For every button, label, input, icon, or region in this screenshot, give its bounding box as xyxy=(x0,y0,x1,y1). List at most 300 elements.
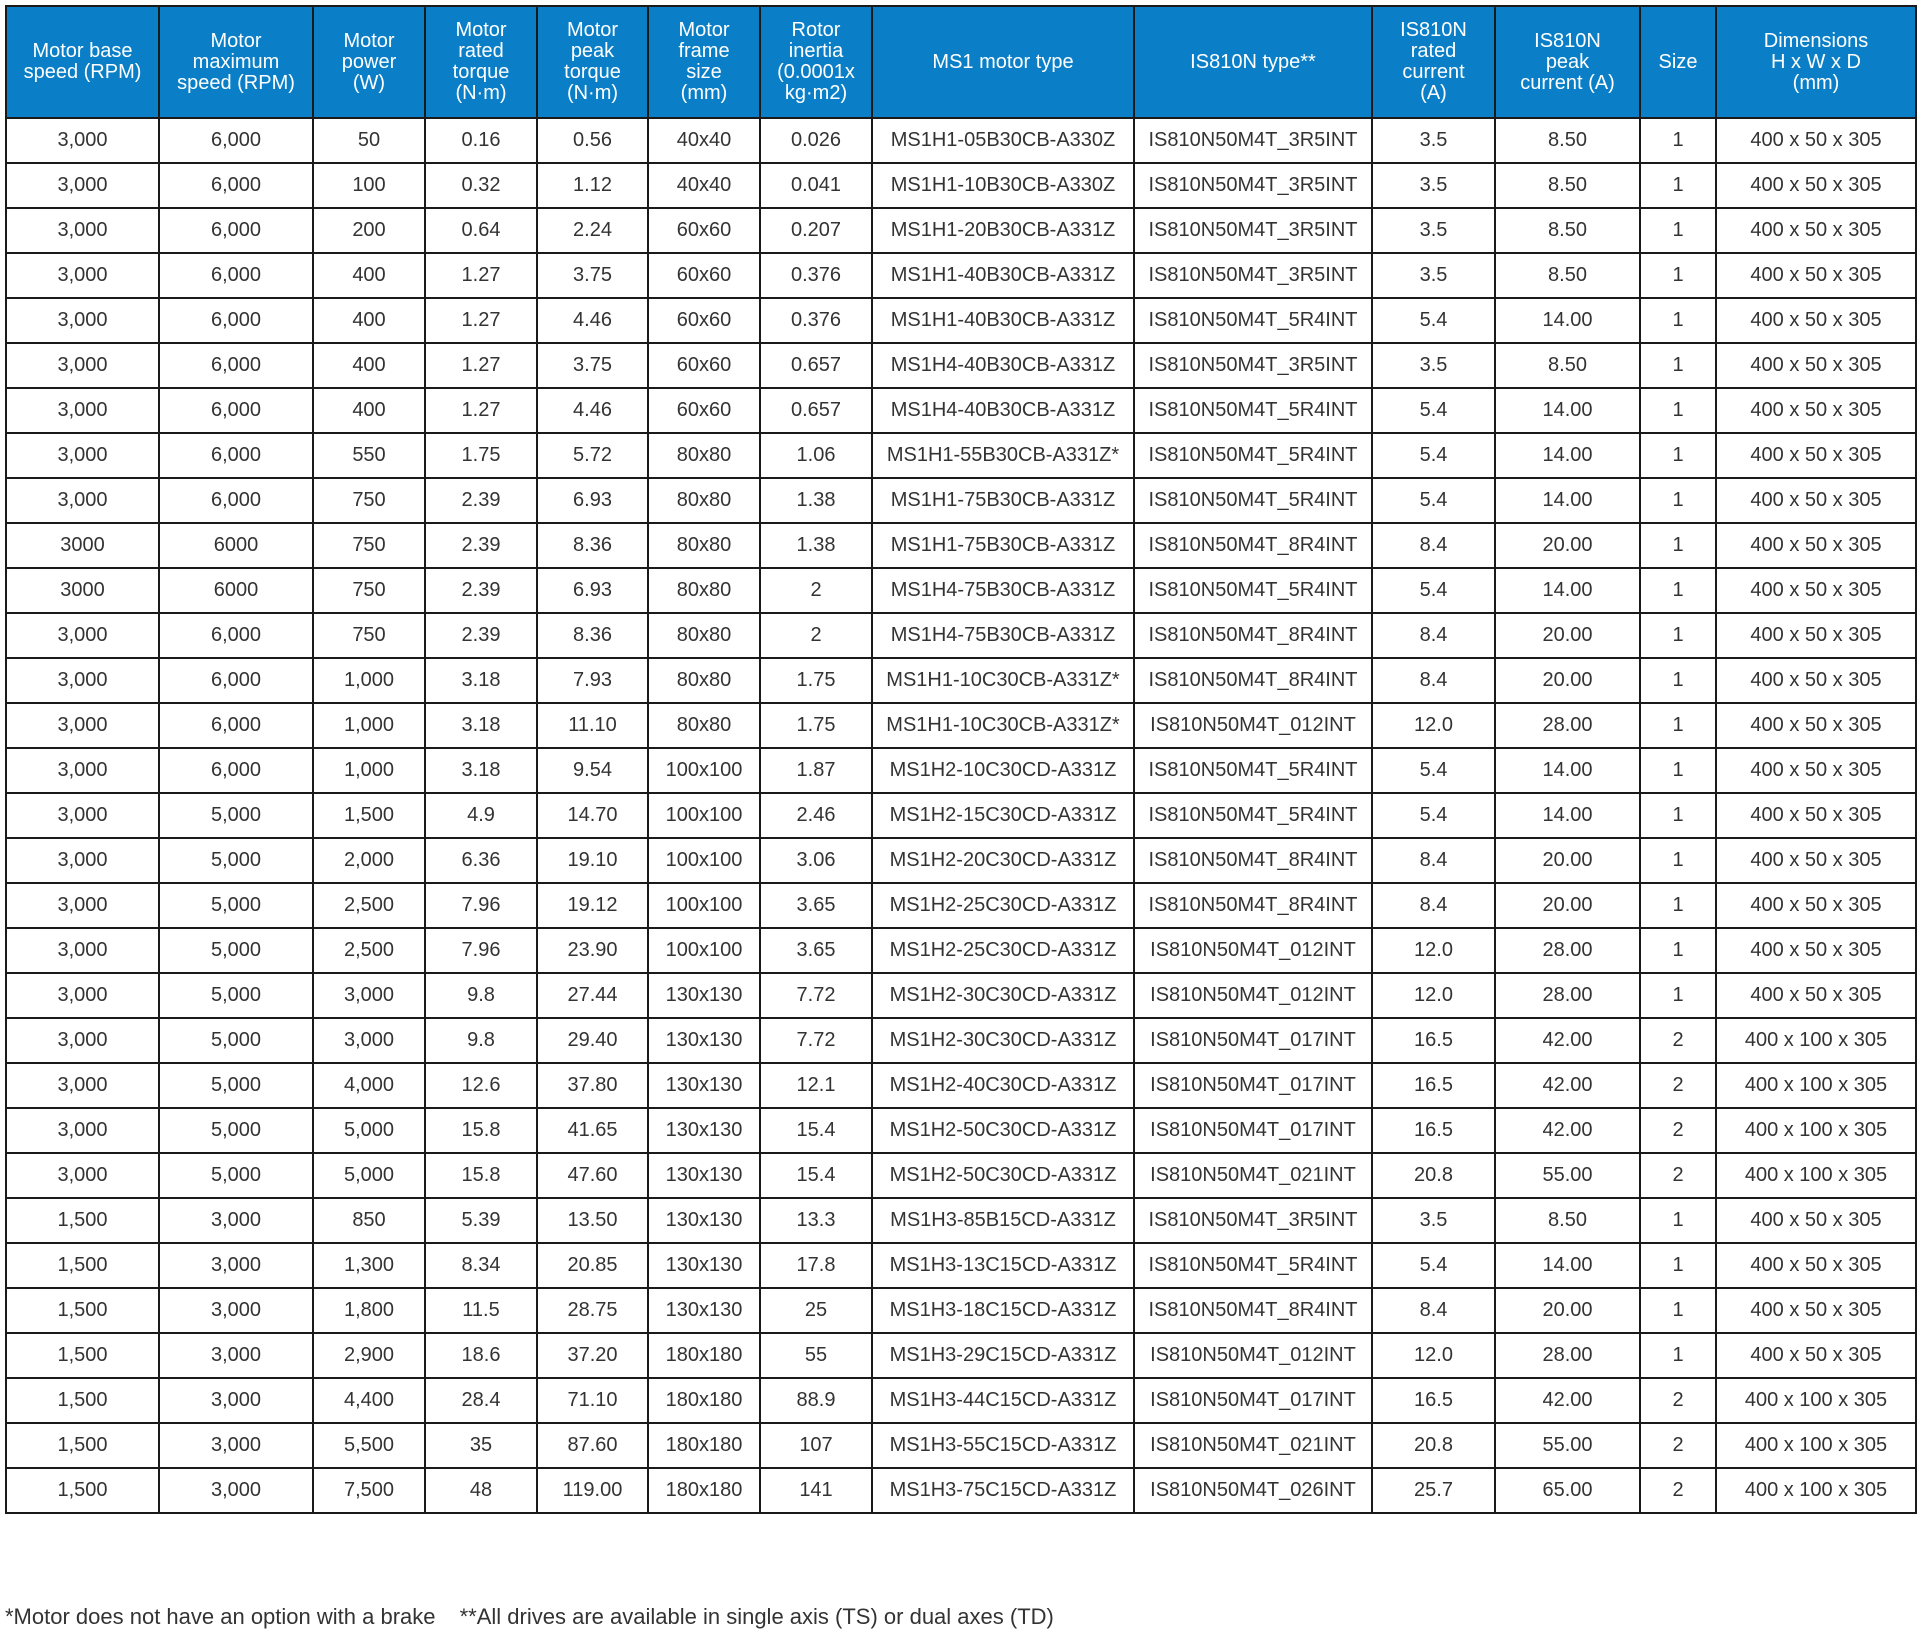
table-row xyxy=(6,613,1916,658)
cell-peak-current: 14.00 xyxy=(1495,748,1640,793)
cell-motor-type: MS1H2-15C30CD-A331Z xyxy=(872,793,1134,838)
cell-dimensions: 400 x 50 x 305 xyxy=(1716,793,1916,838)
cell-base-speed: 3,000 xyxy=(6,883,159,928)
table-row xyxy=(6,478,1916,523)
cell-drive-type: IS810N50M4T_5R4INT xyxy=(1134,1243,1372,1288)
cell-rotor-inertia: 15.4 xyxy=(760,1108,872,1153)
cell-size: 1 xyxy=(1640,208,1716,253)
cell-rated-current: 5.4 xyxy=(1372,568,1495,613)
table-row xyxy=(6,1198,1916,1243)
cell-peak-current: 20.00 xyxy=(1495,883,1640,928)
cell-peak-torque: 5.72 xyxy=(537,433,648,478)
cell-power: 750 xyxy=(313,478,425,523)
cell-rated-torque: 0.64 xyxy=(425,208,537,253)
cell-max-speed: 6000 xyxy=(159,523,313,568)
table-row xyxy=(6,1288,1916,1333)
cell-dimensions: 400 x 50 x 305 xyxy=(1716,613,1916,658)
cell-base-speed: 1,500 xyxy=(6,1333,159,1378)
cell-frame-size: 100x100 xyxy=(648,928,760,973)
cell-peak-torque: 7.93 xyxy=(537,658,648,703)
cell-rotor-inertia: 141 xyxy=(760,1468,872,1513)
cell-frame-size: 80x80 xyxy=(648,433,760,478)
cell-power: 750 xyxy=(313,523,425,568)
cell-peak-current: 20.00 xyxy=(1495,613,1640,658)
cell-peak-current: 20.00 xyxy=(1495,1288,1640,1333)
table-row xyxy=(6,1153,1916,1198)
cell-base-speed: 1,500 xyxy=(6,1243,159,1288)
cell-dimensions: 400 x 50 x 305 xyxy=(1716,928,1916,973)
cell-rated-torque: 1.75 xyxy=(425,433,537,478)
spec-table-container xyxy=(5,5,1915,1514)
cell-power: 1,000 xyxy=(313,658,425,703)
cell-max-speed: 6,000 xyxy=(159,298,313,343)
cell-power: 5,000 xyxy=(313,1108,425,1153)
cell-dimensions: 400 x 100 x 305 xyxy=(1716,1378,1916,1423)
cell-peak-current: 8.50 xyxy=(1495,1198,1640,1243)
cell-rotor-inertia: 1.75 xyxy=(760,703,872,748)
cell-size: 1 xyxy=(1640,1243,1716,1288)
cell-max-speed: 5,000 xyxy=(159,1018,313,1063)
cell-rated-current: 5.4 xyxy=(1372,298,1495,343)
cell-motor-type: MS1H2-20C30CD-A331Z xyxy=(872,838,1134,883)
cell-drive-type: IS810N50M4T_021INT xyxy=(1134,1423,1372,1468)
cell-rated-current: 8.4 xyxy=(1372,523,1495,568)
cell-motor-type: MS1H2-50C30CD-A331Z xyxy=(872,1153,1134,1198)
cell-peak-torque: 87.60 xyxy=(537,1423,648,1468)
cell-peak-torque: 9.54 xyxy=(537,748,648,793)
cell-drive-type: IS810N50M4T_8R4INT xyxy=(1134,613,1372,658)
cell-max-speed: 5,000 xyxy=(159,973,313,1018)
cell-motor-type: MS1H1-20B30CB-A331Z xyxy=(872,208,1134,253)
cell-frame-size: 60x60 xyxy=(648,298,760,343)
cell-drive-type: IS810N50M4T_5R4INT xyxy=(1134,298,1372,343)
cell-rated-torque: 1.27 xyxy=(425,388,537,433)
cell-size: 1 xyxy=(1640,793,1716,838)
table-row xyxy=(6,838,1916,883)
cell-peak-torque: 27.44 xyxy=(537,973,648,1018)
cell-peak-torque: 1.12 xyxy=(537,163,648,208)
cell-dimensions: 400 x 50 x 305 xyxy=(1716,343,1916,388)
cell-rotor-inertia: 1.38 xyxy=(760,523,872,568)
cell-rated-torque: 7.96 xyxy=(425,928,537,973)
cell-max-speed: 6,000 xyxy=(159,253,313,298)
cell-rated-torque: 2.39 xyxy=(425,613,537,658)
cell-frame-size: 80x80 xyxy=(648,613,760,658)
cell-rated-current: 5.4 xyxy=(1372,793,1495,838)
cell-rated-current: 12.0 xyxy=(1372,928,1495,973)
cell-dimensions: 400 x 50 x 305 xyxy=(1716,658,1916,703)
cell-max-speed: 5,000 xyxy=(159,928,313,973)
cell-size: 2 xyxy=(1640,1423,1716,1468)
cell-base-speed: 3,000 xyxy=(6,838,159,883)
cell-base-speed: 3,000 xyxy=(6,1018,159,1063)
cell-rated-current: 3.5 xyxy=(1372,343,1495,388)
header-rotor-inertia: Rotor inertia (0.0001x kg·m2) xyxy=(760,6,872,118)
cell-rotor-inertia: 2 xyxy=(760,613,872,658)
cell-rotor-inertia: 15.4 xyxy=(760,1153,872,1198)
cell-frame-size: 130x130 xyxy=(648,1243,760,1288)
cell-rated-torque: 3.18 xyxy=(425,658,537,703)
cell-max-speed: 3,000 xyxy=(159,1198,313,1243)
cell-power: 1,000 xyxy=(313,748,425,793)
cell-rated-torque: 4.9 xyxy=(425,793,537,838)
cell-peak-current: 20.00 xyxy=(1495,658,1640,703)
cell-rated-current: 5.4 xyxy=(1372,1243,1495,1288)
cell-rotor-inertia: 2.46 xyxy=(760,793,872,838)
cell-rated-current: 12.0 xyxy=(1372,1333,1495,1378)
table-row xyxy=(6,298,1916,343)
cell-power: 4,400 xyxy=(313,1378,425,1423)
cell-rated-torque: 28.4 xyxy=(425,1378,537,1423)
cell-motor-type: MS1H4-75B30CB-A331Z xyxy=(872,568,1134,613)
table-row xyxy=(6,163,1916,208)
cell-rated-torque: 2.39 xyxy=(425,478,537,523)
header-motor-frame-size: Motor frame size (mm) xyxy=(648,6,760,118)
cell-base-speed: 3,000 xyxy=(6,658,159,703)
cell-power: 400 xyxy=(313,253,425,298)
cell-base-speed: 3,000 xyxy=(6,928,159,973)
cell-motor-type: MS1H1-55B30CB-A331Z* xyxy=(872,433,1134,478)
cell-power: 550 xyxy=(313,433,425,478)
cell-power: 5,000 xyxy=(313,1153,425,1198)
cell-max-speed: 5,000 xyxy=(159,838,313,883)
cell-rated-torque: 15.8 xyxy=(425,1153,537,1198)
cell-rated-current: 8.4 xyxy=(1372,883,1495,928)
cell-rated-torque: 2.39 xyxy=(425,523,537,568)
cell-dimensions: 400 x 50 x 305 xyxy=(1716,703,1916,748)
cell-rated-torque: 9.8 xyxy=(425,1018,537,1063)
cell-frame-size: 130x130 xyxy=(648,1063,760,1108)
cell-base-speed: 3,000 xyxy=(6,253,159,298)
cell-size: 1 xyxy=(1640,1288,1716,1333)
cell-dimensions: 400 x 50 x 305 xyxy=(1716,253,1916,298)
cell-frame-size: 60x60 xyxy=(648,388,760,433)
cell-peak-torque: 37.80 xyxy=(537,1063,648,1108)
cell-base-speed: 3,000 xyxy=(6,388,159,433)
cell-frame-size: 60x60 xyxy=(648,343,760,388)
cell-rotor-inertia: 0.207 xyxy=(760,208,872,253)
cell-base-speed: 1,500 xyxy=(6,1198,159,1243)
cell-peak-current: 20.00 xyxy=(1495,523,1640,568)
cell-drive-type: IS810N50M4T_3R5INT xyxy=(1134,163,1372,208)
cell-rotor-inertia: 1.06 xyxy=(760,433,872,478)
cell-peak-torque: 47.60 xyxy=(537,1153,648,1198)
cell-power: 4,000 xyxy=(313,1063,425,1108)
cell-size: 1 xyxy=(1640,433,1716,478)
cell-size: 1 xyxy=(1640,523,1716,568)
cell-dimensions: 400 x 100 x 305 xyxy=(1716,1108,1916,1153)
cell-power: 400 xyxy=(313,343,425,388)
cell-size: 1 xyxy=(1640,883,1716,928)
cell-base-speed: 3,000 xyxy=(6,118,159,163)
cell-power: 400 xyxy=(313,298,425,343)
cell-max-speed: 6,000 xyxy=(159,163,313,208)
cell-max-speed: 5,000 xyxy=(159,1063,313,1108)
cell-rotor-inertia: 55 xyxy=(760,1333,872,1378)
cell-motor-type: MS1H2-40C30CD-A331Z xyxy=(872,1063,1134,1108)
cell-rated-torque: 12.6 xyxy=(425,1063,537,1108)
cell-motor-type: MS1H2-25C30CD-A331Z xyxy=(872,928,1134,973)
cell-motor-type: MS1H1-10C30CB-A331Z* xyxy=(872,658,1134,703)
cell-size: 1 xyxy=(1640,703,1716,748)
cell-frame-size: 130x130 xyxy=(648,1018,760,1063)
cell-max-speed: 5,000 xyxy=(159,793,313,838)
cell-dimensions: 400 x 50 x 305 xyxy=(1716,208,1916,253)
cell-drive-type: IS810N50M4T_5R4INT xyxy=(1134,388,1372,433)
cell-motor-type: MS1H3-29C15CD-A331Z xyxy=(872,1333,1134,1378)
cell-rotor-inertia: 7.72 xyxy=(760,973,872,1018)
cell-base-speed: 3,000 xyxy=(6,298,159,343)
cell-peak-current: 42.00 xyxy=(1495,1018,1640,1063)
cell-rated-current: 3.5 xyxy=(1372,253,1495,298)
cell-rotor-inertia: 2 xyxy=(760,568,872,613)
cell-max-speed: 3,000 xyxy=(159,1378,313,1423)
cell-rotor-inertia: 25 xyxy=(760,1288,872,1333)
cell-max-speed: 3,000 xyxy=(159,1243,313,1288)
cell-peak-torque: 19.10 xyxy=(537,838,648,883)
cell-peak-torque: 3.75 xyxy=(537,253,648,298)
cell-size: 2 xyxy=(1640,1378,1716,1423)
header-is810n-peak-current: IS810N peak current (A) xyxy=(1495,6,1640,118)
cell-drive-type: IS810N50M4T_012INT xyxy=(1134,1333,1372,1378)
cell-size: 2 xyxy=(1640,1153,1716,1198)
cell-size: 1 xyxy=(1640,478,1716,523)
cell-size: 2 xyxy=(1640,1468,1716,1513)
cell-rated-current: 3.5 xyxy=(1372,118,1495,163)
cell-rated-torque: 9.8 xyxy=(425,973,537,1018)
cell-frame-size: 180x180 xyxy=(648,1468,760,1513)
cell-power: 750 xyxy=(313,568,425,613)
table-row xyxy=(6,658,1916,703)
cell-peak-torque: 4.46 xyxy=(537,298,648,343)
cell-frame-size: 180x180 xyxy=(648,1378,760,1423)
table-row xyxy=(6,973,1916,1018)
cell-peak-current: 28.00 xyxy=(1495,1333,1640,1378)
cell-base-speed: 3,000 xyxy=(6,613,159,658)
cell-drive-type: IS810N50M4T_3R5INT xyxy=(1134,1198,1372,1243)
cell-rated-torque: 1.27 xyxy=(425,298,537,343)
cell-power: 3,000 xyxy=(313,1018,425,1063)
cell-base-speed: 3,000 xyxy=(6,703,159,748)
cell-rotor-inertia: 0.026 xyxy=(760,118,872,163)
cell-dimensions: 400 x 50 x 305 xyxy=(1716,478,1916,523)
header-motor-rated-torque: Motor rated torque (N·m) xyxy=(425,6,537,118)
cell-max-speed: 6,000 xyxy=(159,478,313,523)
table-body xyxy=(6,118,1916,1513)
cell-drive-type: IS810N50M4T_026INT xyxy=(1134,1468,1372,1513)
cell-rated-current: 8.4 xyxy=(1372,1288,1495,1333)
table-row xyxy=(6,1468,1916,1513)
cell-rated-torque: 8.34 xyxy=(425,1243,537,1288)
cell-power: 750 xyxy=(313,613,425,658)
table-row xyxy=(6,433,1916,478)
cell-frame-size: 180x180 xyxy=(648,1333,760,1378)
cell-rated-torque: 35 xyxy=(425,1423,537,1468)
cell-dimensions: 400 x 50 x 305 xyxy=(1716,883,1916,928)
cell-drive-type: IS810N50M4T_017INT xyxy=(1134,1378,1372,1423)
cell-rotor-inertia: 0.041 xyxy=(760,163,872,208)
cell-dimensions: 400 x 50 x 305 xyxy=(1716,973,1916,1018)
cell-rated-torque: 0.32 xyxy=(425,163,537,208)
cell-rated-current: 5.4 xyxy=(1372,478,1495,523)
table-row xyxy=(6,1018,1916,1063)
cell-size: 1 xyxy=(1640,253,1716,298)
table-row xyxy=(6,1333,1916,1378)
cell-peak-torque: 11.10 xyxy=(537,703,648,748)
cell-base-speed: 3,000 xyxy=(6,793,159,838)
cell-peak-current: 55.00 xyxy=(1495,1423,1640,1468)
cell-drive-type: IS810N50M4T_8R4INT xyxy=(1134,1288,1372,1333)
table-row xyxy=(6,703,1916,748)
cell-size: 1 xyxy=(1640,658,1716,703)
cell-rated-current: 20.8 xyxy=(1372,1153,1495,1198)
brake-footnote: *Motor does not have an option with a brake xyxy=(5,1604,436,1629)
cell-peak-current: 8.50 xyxy=(1495,118,1640,163)
cell-max-speed: 6,000 xyxy=(159,613,313,658)
cell-rotor-inertia: 1.38 xyxy=(760,478,872,523)
table-row xyxy=(6,1423,1916,1468)
cell-base-speed: 1,500 xyxy=(6,1378,159,1423)
cell-dimensions: 400 x 50 x 305 xyxy=(1716,388,1916,433)
cell-peak-current: 14.00 xyxy=(1495,568,1640,613)
cell-peak-torque: 0.56 xyxy=(537,118,648,163)
cell-base-speed: 3,000 xyxy=(6,1063,159,1108)
cell-dimensions: 400 x 50 x 305 xyxy=(1716,748,1916,793)
cell-size: 2 xyxy=(1640,1108,1716,1153)
cell-base-speed: 1,500 xyxy=(6,1468,159,1513)
cell-motor-type: MS1H2-30C30CD-A331Z xyxy=(872,973,1134,1018)
cell-max-speed: 6,000 xyxy=(159,118,313,163)
cell-motor-type: MS1H3-55C15CD-A331Z xyxy=(872,1423,1134,1468)
cell-rated-torque: 2.39 xyxy=(425,568,537,613)
cell-size: 1 xyxy=(1640,928,1716,973)
cell-power: 2,000 xyxy=(313,838,425,883)
cell-peak-torque: 71.10 xyxy=(537,1378,648,1423)
table-row xyxy=(6,388,1916,433)
cell-peak-current: 20.00 xyxy=(1495,838,1640,883)
cell-drive-type: IS810N50M4T_5R4INT xyxy=(1134,568,1372,613)
cell-size: 1 xyxy=(1640,343,1716,388)
cell-rated-torque: 5.39 xyxy=(425,1198,537,1243)
cell-frame-size: 40x40 xyxy=(648,118,760,163)
cell-peak-current: 28.00 xyxy=(1495,973,1640,1018)
cell-size: 1 xyxy=(1640,1333,1716,1378)
cell-power: 3,000 xyxy=(313,973,425,1018)
cell-max-speed: 6,000 xyxy=(159,433,313,478)
cell-peak-current: 28.00 xyxy=(1495,928,1640,973)
header-dimensions: Dimensions H x W x D (mm) xyxy=(1716,6,1916,118)
cell-peak-torque: 41.65 xyxy=(537,1108,648,1153)
cell-max-speed: 6,000 xyxy=(159,388,313,433)
cell-motor-type: MS1H1-40B30CB-A331Z xyxy=(872,253,1134,298)
cell-rated-current: 3.5 xyxy=(1372,163,1495,208)
cell-rated-torque: 7.96 xyxy=(425,883,537,928)
header-ms1-motor-type: MS1 motor type xyxy=(872,6,1134,118)
cell-peak-torque: 37.20 xyxy=(537,1333,648,1378)
cell-drive-type: IS810N50M4T_8R4INT xyxy=(1134,658,1372,703)
header-size: Size xyxy=(1640,6,1716,118)
cell-base-speed: 3,000 xyxy=(6,163,159,208)
cell-power: 1,800 xyxy=(313,1288,425,1333)
footnotes xyxy=(5,1604,1054,1630)
cell-peak-current: 65.00 xyxy=(1495,1468,1640,1513)
cell-frame-size: 130x130 xyxy=(648,973,760,1018)
cell-rated-current: 3.5 xyxy=(1372,208,1495,253)
cell-drive-type: IS810N50M4T_017INT xyxy=(1134,1018,1372,1063)
cell-rotor-inertia: 107 xyxy=(760,1423,872,1468)
cell-motor-type: MS1H1-05B30CB-A330Z xyxy=(872,118,1134,163)
cell-size: 1 xyxy=(1640,118,1716,163)
cell-max-speed: 6,000 xyxy=(159,658,313,703)
cell-motor-type: MS1H3-13C15CD-A331Z xyxy=(872,1243,1134,1288)
cell-rotor-inertia: 0.376 xyxy=(760,253,872,298)
cell-rotor-inertia: 0.376 xyxy=(760,298,872,343)
cell-peak-torque: 14.70 xyxy=(537,793,648,838)
table-row xyxy=(6,1108,1916,1153)
table-row xyxy=(6,118,1916,163)
cell-power: 2,900 xyxy=(313,1333,425,1378)
cell-dimensions: 400 x 100 x 305 xyxy=(1716,1018,1916,1063)
cell-peak-current: 14.00 xyxy=(1495,388,1640,433)
cell-rated-current: 20.8 xyxy=(1372,1423,1495,1468)
cell-rated-current: 16.5 xyxy=(1372,1108,1495,1153)
cell-rated-current: 5.4 xyxy=(1372,388,1495,433)
cell-base-speed: 3000 xyxy=(6,523,159,568)
cell-motor-type: MS1H2-25C30CD-A331Z xyxy=(872,883,1134,928)
cell-max-speed: 6000 xyxy=(159,568,313,613)
cell-rated-current: 25.7 xyxy=(1372,1468,1495,1513)
cell-drive-type: IS810N50M4T_012INT xyxy=(1134,703,1372,748)
cell-peak-torque: 3.75 xyxy=(537,343,648,388)
cell-peak-torque: 20.85 xyxy=(537,1243,648,1288)
cell-rated-current: 12.0 xyxy=(1372,973,1495,1018)
cell-motor-type: MS1H3-75C15CD-A331Z xyxy=(872,1468,1134,1513)
cell-frame-size: 100x100 xyxy=(648,793,760,838)
cell-dimensions: 400 x 100 x 305 xyxy=(1716,1153,1916,1198)
cell-dimensions: 400 x 100 x 305 xyxy=(1716,1423,1916,1468)
cell-dimensions: 400 x 50 x 305 xyxy=(1716,298,1916,343)
cell-peak-current: 55.00 xyxy=(1495,1153,1640,1198)
cell-size: 2 xyxy=(1640,1063,1716,1108)
cell-motor-type: MS1H2-50C30CD-A331Z xyxy=(872,1108,1134,1153)
cell-dimensions: 400 x 50 x 305 xyxy=(1716,1198,1916,1243)
cell-peak-current: 8.50 xyxy=(1495,253,1640,298)
motor-drive-spec-table xyxy=(5,5,1917,1514)
cell-motor-type: MS1H2-30C30CD-A331Z xyxy=(872,1018,1134,1063)
cell-rated-current: 3.5 xyxy=(1372,1198,1495,1243)
cell-size: 1 xyxy=(1640,1198,1716,1243)
cell-peak-torque: 119.00 xyxy=(537,1468,648,1513)
cell-dimensions: 400 x 50 x 305 xyxy=(1716,838,1916,883)
cell-base-speed: 3000 xyxy=(6,568,159,613)
cell-power: 5,500 xyxy=(313,1423,425,1468)
header-is810n-rated-current: IS810N rated current (A) xyxy=(1372,6,1495,118)
cell-motor-type: MS1H1-75B30CB-A331Z xyxy=(872,523,1134,568)
cell-rotor-inertia: 3.06 xyxy=(760,838,872,883)
cell-peak-torque: 19.12 xyxy=(537,883,648,928)
table-row xyxy=(6,1378,1916,1423)
cell-peak-current: 8.50 xyxy=(1495,163,1640,208)
cell-base-speed: 1,500 xyxy=(6,1423,159,1468)
cell-peak-torque: 13.50 xyxy=(537,1198,648,1243)
cell-frame-size: 60x60 xyxy=(648,208,760,253)
cell-motor-type: MS1H3-85B15CD-A331Z xyxy=(872,1198,1134,1243)
table-row xyxy=(6,208,1916,253)
cell-base-speed: 1,500 xyxy=(6,1288,159,1333)
cell-drive-type: IS810N50M4T_3R5INT xyxy=(1134,343,1372,388)
cell-peak-torque: 28.75 xyxy=(537,1288,648,1333)
cell-dimensions: 400 x 100 x 305 xyxy=(1716,1063,1916,1108)
